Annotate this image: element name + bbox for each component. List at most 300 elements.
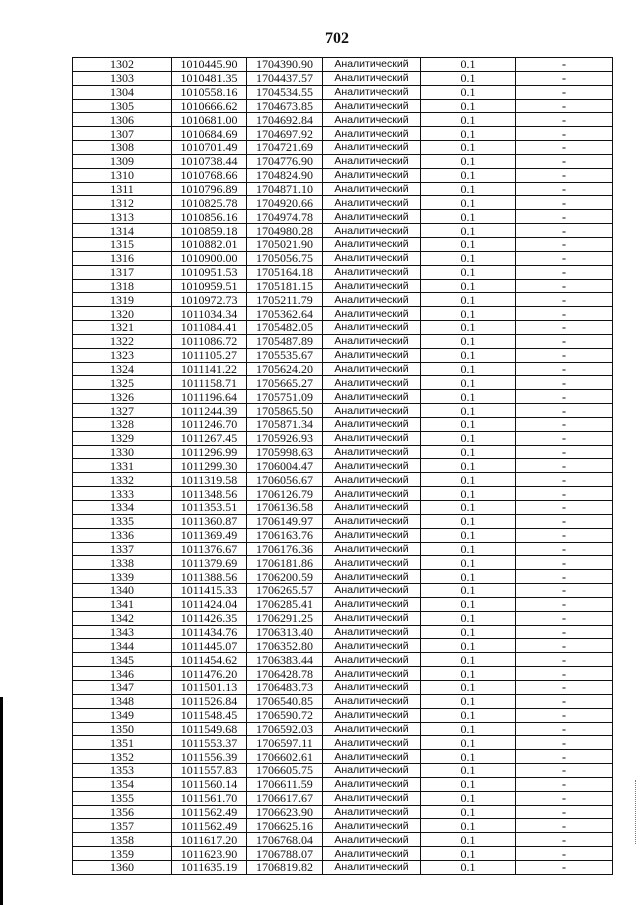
cell-y-coordinate: 1706540.85 [247,694,323,708]
cell-accuracy: 0.1 [421,459,516,473]
cell-method: Аналитический [323,168,421,182]
table-row [73,860,613,874]
cell-accuracy: 0.1 [421,362,516,376]
cell-accuracy: 0.1 [421,445,516,459]
table-row [73,514,613,528]
cell-method: Аналитический [323,99,421,113]
cell-y-coordinate: 1706163.76 [247,528,323,542]
cell-accuracy: 0.1 [421,764,516,778]
cell-method: Аналитический [323,376,421,390]
cell-y-coordinate: 1706428.78 [247,667,323,681]
table-row [73,791,613,805]
cell-method: Аналитический [323,570,421,584]
cell-x-coordinate: 1011296.99 [172,445,247,459]
cell-accuracy: 0.1 [421,542,516,556]
cell-method: Аналитический [323,694,421,708]
cell-method: Аналитический [323,459,421,473]
cell-point-number: 1346 [73,667,172,681]
table-row [73,58,613,72]
cell-point-number: 1345 [73,653,172,667]
cell-method: Аналитический [323,224,421,238]
cell-y-coordinate: 1705487.89 [247,334,323,348]
cell-note: - [516,764,613,778]
cell-method: Аналитический [323,736,421,750]
cell-point-number: 1331 [73,459,172,473]
cell-method: Аналитический [323,390,421,404]
table-row [73,265,613,279]
cell-accuracy: 0.1 [421,611,516,625]
cell-x-coordinate: 1011635.19 [172,860,247,874]
cell-note: - [516,777,613,791]
cell-accuracy: 0.1 [421,431,516,445]
cell-y-coordinate: 1706788.07 [247,847,323,861]
cell-y-coordinate: 1706611.59 [247,777,323,791]
cell-accuracy: 0.1 [421,653,516,667]
cell-point-number: 1303 [73,71,172,85]
cell-accuracy: 0.1 [421,182,516,196]
table-row [73,639,613,653]
cell-accuracy: 0.1 [421,860,516,874]
table-row [73,750,613,764]
cell-accuracy: 0.1 [421,154,516,168]
cell-point-number: 1329 [73,431,172,445]
cell-method: Аналитический [323,639,421,653]
cell-method: Аналитический [323,750,421,764]
cell-accuracy: 0.1 [421,528,516,542]
cell-y-coordinate: 1705926.93 [247,431,323,445]
cell-accuracy: 0.1 [421,113,516,127]
cell-y-coordinate: 1705211.79 [247,293,323,307]
cell-note: - [516,237,613,251]
cell-point-number: 1357 [73,819,172,833]
cell-note: - [516,307,613,321]
cell-note: - [516,528,613,542]
cell-x-coordinate: 1011388.56 [172,570,247,584]
cell-accuracy: 0.1 [421,819,516,833]
cell-accuracy: 0.1 [421,736,516,750]
cell-x-coordinate: 1011244.39 [172,404,247,418]
cell-x-coordinate: 1011553.37 [172,736,247,750]
cell-note: - [516,584,613,598]
cell-method: Аналитический [323,777,421,791]
cell-note: - [516,501,613,515]
cell-note: - [516,639,613,653]
table-row [73,390,613,404]
cell-accuracy: 0.1 [421,265,516,279]
cell-note: - [516,736,613,750]
cell-y-coordinate: 1704871.10 [247,182,323,196]
cell-method: Аналитический [323,501,421,515]
cell-note: - [516,722,613,736]
table-row [73,376,613,390]
cell-y-coordinate: 1706313.40 [247,625,323,639]
cell-x-coordinate: 1011561.70 [172,791,247,805]
cell-method: Аналитический [323,667,421,681]
cell-y-coordinate: 1706126.79 [247,487,323,501]
table-row [73,667,613,681]
cell-note: - [516,750,613,764]
cell-method: Аналитический [323,293,421,307]
cell-method: Аналитический [323,860,421,874]
cell-y-coordinate: 1704980.28 [247,224,323,238]
cell-x-coordinate: 1011560.14 [172,777,247,791]
cell-y-coordinate: 1704974.78 [247,210,323,224]
cell-y-coordinate: 1705181.15 [247,279,323,293]
cell-x-coordinate: 1011141.22 [172,362,247,376]
table-row [73,210,613,224]
table-row [73,321,613,335]
cell-y-coordinate: 1704824.90 [247,168,323,182]
cell-method: Аналитический [323,279,421,293]
cell-accuracy: 0.1 [421,99,516,113]
table-row [73,362,613,376]
cell-note: - [516,570,613,584]
cell-point-number: 1354 [73,777,172,791]
cell-x-coordinate: 1010481.35 [172,71,247,85]
cell-point-number: 1333 [73,487,172,501]
cell-y-coordinate: 1706592.03 [247,722,323,736]
cell-method: Аналитический [323,556,421,570]
cell-point-number: 1312 [73,196,172,210]
cell-note: - [516,224,613,238]
cell-x-coordinate: 1010445.90 [172,58,247,72]
cell-note: - [516,847,613,861]
cell-method: Аналитический [323,584,421,598]
cell-method: Аналитический [323,487,421,501]
table-row [73,417,613,431]
cell-x-coordinate: 1010859.18 [172,224,247,238]
cell-note: - [516,667,613,681]
cell-point-number: 1323 [73,348,172,362]
cell-method: Аналитический [323,791,421,805]
cell-x-coordinate: 1011548.45 [172,708,247,722]
cell-point-number: 1334 [73,501,172,515]
cell-point-number: 1348 [73,694,172,708]
table-row [73,307,613,321]
cell-note: - [516,251,613,265]
cell-x-coordinate: 1011360.87 [172,514,247,528]
cell-accuracy: 0.1 [421,334,516,348]
cell-x-coordinate: 1011415.33 [172,584,247,598]
scan-edge-mark [0,697,3,905]
cell-accuracy: 0.1 [421,501,516,515]
table-row [73,113,613,127]
cell-y-coordinate: 1705665.27 [247,376,323,390]
cell-accuracy: 0.1 [421,279,516,293]
cell-accuracy: 0.1 [421,556,516,570]
table-row [73,694,613,708]
table-row [73,833,613,847]
cell-x-coordinate: 1011376.67 [172,542,247,556]
cell-x-coordinate: 1010684.69 [172,127,247,141]
cell-x-coordinate: 1010796.89 [172,182,247,196]
cell-x-coordinate: 1011319.58 [172,473,247,487]
cell-x-coordinate: 1011562.49 [172,805,247,819]
cell-point-number: 1347 [73,680,172,694]
cell-x-coordinate: 1011434.76 [172,625,247,639]
cell-point-number: 1341 [73,597,172,611]
cell-method: Аналитический [323,85,421,99]
cell-point-number: 1335 [73,514,172,528]
cell-accuracy: 0.1 [421,514,516,528]
cell-note: - [516,113,613,127]
cell-accuracy: 0.1 [421,85,516,99]
cell-point-number: 1309 [73,154,172,168]
cell-point-number: 1350 [73,722,172,736]
cell-note: - [516,348,613,362]
cell-method: Аналитический [323,113,421,127]
cell-note: - [516,417,613,431]
cell-accuracy: 0.1 [421,251,516,265]
cell-note: - [516,141,613,155]
cell-y-coordinate: 1705535.67 [247,348,323,362]
cell-note: - [516,459,613,473]
cell-x-coordinate: 1010738.44 [172,154,247,168]
table-row [73,597,613,611]
cell-point-number: 1356 [73,805,172,819]
cell-x-coordinate: 1011348.56 [172,487,247,501]
cell-method: Аналитический [323,722,421,736]
cell-note: - [516,445,613,459]
cell-accuracy: 0.1 [421,625,516,639]
cell-method: Аналитический [323,653,421,667]
cell-note: - [516,127,613,141]
cell-accuracy: 0.1 [421,307,516,321]
cell-y-coordinate: 1706602.61 [247,750,323,764]
cell-method: Аналитический [323,210,421,224]
cell-accuracy: 0.1 [421,168,516,182]
cell-note: - [516,680,613,694]
cell-x-coordinate: 1011623.90 [172,847,247,861]
cell-point-number: 1306 [73,113,172,127]
cell-note: - [516,556,613,570]
cell-x-coordinate: 1010900.00 [172,251,247,265]
cell-point-number: 1311 [73,182,172,196]
table-row [73,224,613,238]
cell-point-number: 1340 [73,584,172,598]
cell-y-coordinate: 1706617.67 [247,791,323,805]
cell-point-number: 1336 [73,528,172,542]
cell-method: Аналитический [323,514,421,528]
cell-accuracy: 0.1 [421,237,516,251]
cell-note: - [516,58,613,72]
cell-x-coordinate: 1011369.49 [172,528,247,542]
cell-point-number: 1359 [73,847,172,861]
cell-note: - [516,805,613,819]
cell-point-number: 1314 [73,224,172,238]
cell-x-coordinate: 1010681.00 [172,113,247,127]
cell-point-number: 1337 [73,542,172,556]
cell-x-coordinate: 1010666.62 [172,99,247,113]
table-row [73,334,613,348]
table-row [73,722,613,736]
cell-point-number: 1344 [73,639,172,653]
cell-x-coordinate: 1011299.30 [172,459,247,473]
cell-x-coordinate: 1011353.51 [172,501,247,515]
cell-point-number: 1307 [73,127,172,141]
cell-y-coordinate: 1706597.11 [247,736,323,750]
cell-x-coordinate: 1011105.27 [172,348,247,362]
cell-note: - [516,542,613,556]
cell-y-coordinate: 1706590.72 [247,708,323,722]
cell-y-coordinate: 1705362.64 [247,307,323,321]
cell-accuracy: 0.1 [421,750,516,764]
cell-accuracy: 0.1 [421,680,516,694]
cell-x-coordinate: 1011158.71 [172,376,247,390]
table-row [73,764,613,778]
table-row [73,473,613,487]
cell-point-number: 1351 [73,736,172,750]
cell-note: - [516,182,613,196]
cell-x-coordinate: 1011562.49 [172,819,247,833]
cell-note: - [516,334,613,348]
cell-y-coordinate: 1704437.57 [247,71,323,85]
cell-accuracy: 0.1 [421,141,516,155]
cell-method: Аналитический [323,127,421,141]
cell-method: Аналитический [323,805,421,819]
cell-y-coordinate: 1705021.90 [247,237,323,251]
cell-method: Аналитический [323,71,421,85]
cell-note: - [516,625,613,639]
cell-accuracy: 0.1 [421,847,516,861]
cell-accuracy: 0.1 [421,127,516,141]
cell-accuracy: 0.1 [421,293,516,307]
cell-x-coordinate: 1011556.39 [172,750,247,764]
cell-x-coordinate: 1010825.78 [172,196,247,210]
cell-note: - [516,597,613,611]
cell-accuracy: 0.1 [421,404,516,418]
cell-method: Аналитический [323,404,421,418]
cell-y-coordinate: 1706285.41 [247,597,323,611]
cell-point-number: 1317 [73,265,172,279]
table-row [73,85,613,99]
cell-point-number: 1304 [73,85,172,99]
cell-y-coordinate: 1706176.36 [247,542,323,556]
cell-accuracy: 0.1 [421,805,516,819]
cell-point-number: 1360 [73,860,172,874]
cell-note: - [516,321,613,335]
coordinates-table-body [73,58,613,875]
cell-y-coordinate: 1705482.05 [247,321,323,335]
cell-y-coordinate: 1706625.16 [247,819,323,833]
cell-method: Аналитический [323,847,421,861]
cell-accuracy: 0.1 [421,791,516,805]
cell-method: Аналитический [323,58,421,72]
cell-point-number: 1353 [73,764,172,778]
cell-method: Аналитический [323,680,421,694]
table-row [73,625,613,639]
cell-x-coordinate: 1011196.64 [172,390,247,404]
cell-accuracy: 0.1 [421,584,516,598]
cell-note: - [516,431,613,445]
cell-y-coordinate: 1706352.80 [247,639,323,653]
cell-point-number: 1305 [73,99,172,113]
cell-y-coordinate: 1704721.69 [247,141,323,155]
table-row [73,251,613,265]
cell-y-coordinate: 1705865.50 [247,404,323,418]
cell-note: - [516,694,613,708]
table-row [73,584,613,598]
cell-point-number: 1327 [73,404,172,418]
cell-y-coordinate: 1704697.92 [247,127,323,141]
cell-point-number: 1326 [73,390,172,404]
table-row [73,653,613,667]
table-row [73,556,613,570]
cell-method: Аналитический [323,597,421,611]
cell-accuracy: 0.1 [421,667,516,681]
cell-note: - [516,404,613,418]
cell-point-number: 1313 [73,210,172,224]
table-row [73,680,613,694]
cell-point-number: 1349 [73,708,172,722]
cell-y-coordinate: 1706623.90 [247,805,323,819]
cell-y-coordinate: 1706149.97 [247,514,323,528]
cell-accuracy: 0.1 [421,224,516,238]
cell-note: - [516,708,613,722]
cell-y-coordinate: 1705164.18 [247,265,323,279]
cell-accuracy: 0.1 [421,597,516,611]
cell-method: Аналитический [323,251,421,265]
cell-note: - [516,819,613,833]
cell-note: - [516,514,613,528]
cell-x-coordinate: 1011557.83 [172,764,247,778]
cell-accuracy: 0.1 [421,390,516,404]
cell-accuracy: 0.1 [421,708,516,722]
table-row [73,196,613,210]
cell-x-coordinate: 1011617.20 [172,833,247,847]
cell-method: Аналитический [323,417,421,431]
cell-point-number: 1324 [73,362,172,376]
cell-point-number: 1332 [73,473,172,487]
cell-y-coordinate: 1704920.66 [247,196,323,210]
cell-accuracy: 0.1 [421,833,516,847]
cell-note: - [516,168,613,182]
cell-note: - [516,860,613,874]
cell-method: Аналитический [323,182,421,196]
table-row [73,487,613,501]
cell-note: - [516,390,613,404]
cell-x-coordinate: 1010558.16 [172,85,247,99]
cell-point-number: 1355 [73,791,172,805]
cell-note: - [516,99,613,113]
cell-method: Аналитический [323,334,421,348]
cell-method: Аналитический [323,445,421,459]
cell-note: - [516,833,613,847]
cell-accuracy: 0.1 [421,196,516,210]
table-row [73,777,613,791]
cell-method: Аналитический [323,362,421,376]
cell-note: - [516,791,613,805]
cell-point-number: 1339 [73,570,172,584]
cell-method: Аналитический [323,528,421,542]
table-row [73,404,613,418]
cell-note: - [516,653,613,667]
cell-method: Аналитический [323,307,421,321]
cell-accuracy: 0.1 [421,71,516,85]
cell-accuracy: 0.1 [421,210,516,224]
cell-method: Аналитический [323,237,421,251]
cell-point-number: 1319 [73,293,172,307]
cell-accuracy: 0.1 [421,58,516,72]
cell-x-coordinate: 1010951.53 [172,265,247,279]
cell-note: - [516,85,613,99]
cell-y-coordinate: 1705871.34 [247,417,323,431]
cell-accuracy: 0.1 [421,722,516,736]
cell-note: - [516,473,613,487]
cell-note: - [516,71,613,85]
cell-x-coordinate: 1011084.41 [172,321,247,335]
cell-x-coordinate: 1010856.16 [172,210,247,224]
